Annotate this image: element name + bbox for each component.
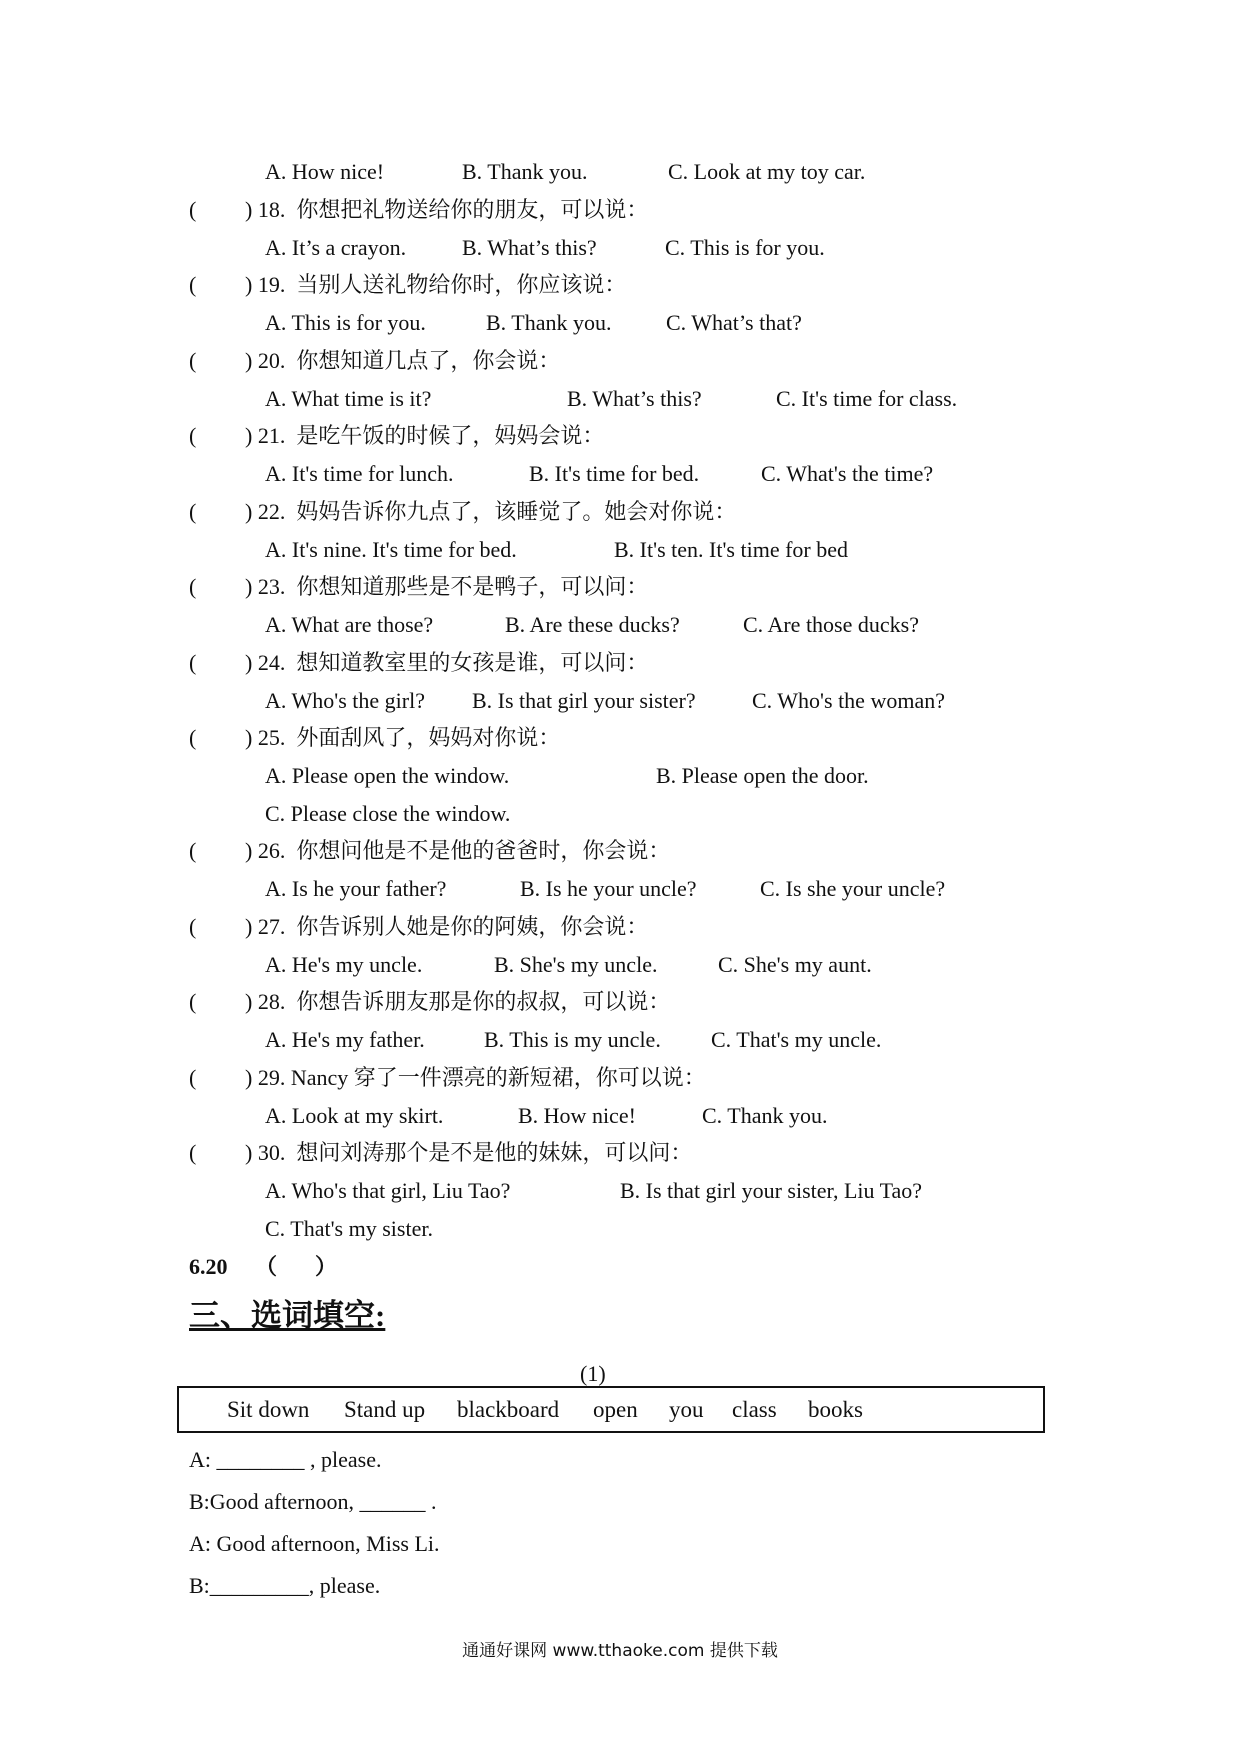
- answer-paren: (: [189, 725, 197, 750]
- section-title: 三、选词填空:: [189, 1298, 386, 1333]
- option-c: C. She's my aunt.: [718, 952, 872, 977]
- option-b: B. How nice!: [518, 1103, 636, 1128]
- option-b: B. This is my uncle.: [484, 1027, 661, 1052]
- question-22: ) 22. 妈妈告诉你九点了，该睡觉了。她会对你说：: [245, 499, 737, 524]
- option-a: A. It's nine. It's time for bed.: [265, 537, 517, 562]
- question-27: ) 27. 你告诉别人她是你的阿姨，你会说：: [245, 914, 649, 939]
- word-bank-item: books: [808, 1397, 863, 1422]
- option-a: A. He's my father.: [265, 1027, 425, 1052]
- option-b: B. It's time for bed.: [529, 461, 700, 486]
- word-bank-item: Stand up: [344, 1397, 426, 1422]
- question-18: ) 18. 你想把礼物送给你的朋友，可以说：: [245, 197, 649, 222]
- word-bank-item: class: [732, 1397, 777, 1422]
- option-a: A. Who's the girl?: [265, 688, 425, 713]
- answer-paren: (: [189, 499, 197, 524]
- question-21: ) 21. 是吃午饭的时候了，妈妈会说：: [245, 423, 605, 448]
- option-c: C. Is she your uncle?: [760, 876, 946, 901]
- dialogue-line: B:_________, please.: [189, 1573, 381, 1598]
- answer-paren: (: [189, 914, 197, 939]
- option-a: A. Please open the window.: [265, 763, 510, 788]
- question-23: ) 23. 你想知道那些是不是鸭子，可以问：: [245, 574, 649, 599]
- question-24: ) 24. 想知道教室里的女孩是谁，可以问：: [245, 650, 649, 675]
- answer-paren: (: [189, 1140, 197, 1165]
- option-a: A. It's time for lunch.: [265, 461, 454, 486]
- option-c: C. Look at my toy car.: [668, 159, 866, 184]
- answer-paren: (: [189, 197, 197, 222]
- word-bank-box: [177, 1386, 1045, 1433]
- option-c: C. It's time for class.: [776, 386, 958, 411]
- option-b: B. Is he your uncle?: [520, 876, 697, 901]
- option-b: B. Is that girl your sister, Liu Tao?: [620, 1178, 923, 1203]
- option-b: B. Is that girl your sister?: [472, 688, 696, 713]
- question-28: ) 28. 你想告诉朋友那是你的叔叔，可以说：: [245, 989, 671, 1014]
- option-b: B. She's my uncle.: [494, 952, 658, 977]
- option-c: C. That's my sister.: [265, 1216, 433, 1241]
- option-a: A. What are those?: [265, 612, 434, 637]
- option-b: B. What’s this?: [462, 235, 597, 260]
- option-b: B. What’s this?: [567, 386, 702, 411]
- dialogue-line: B:Good afternoon, ______ .: [189, 1489, 437, 1514]
- question-30: ) 30. 想问刘涛那个是不是他的妹妹，可以问：: [245, 1140, 693, 1165]
- question-29: ) 29. Nancy 穿了一件漂亮的新短裙，你可以说：: [245, 1065, 706, 1090]
- answer-paren: (: [189, 1065, 197, 1090]
- option-c: C. What's the time?: [761, 461, 934, 486]
- answer-paren: (: [189, 838, 197, 863]
- option-a: A. What time is it?: [265, 386, 432, 411]
- answer-paren: (: [189, 989, 197, 1014]
- option-c: C. Please close the window.: [265, 801, 511, 826]
- option-c: C. This is for you.: [665, 235, 825, 260]
- footer-text: 通通好课网 www.tthaoke.com 提供下载: [462, 1641, 778, 1661]
- box-number: (1): [580, 1361, 606, 1386]
- word-bank-item: you: [669, 1397, 704, 1422]
- answer-paren: (: [189, 574, 197, 599]
- option-a: A. Is he your father?: [265, 876, 447, 901]
- question-20: ) 20. 你想知道几点了，你会说：: [245, 348, 561, 373]
- answer-paren: (: [189, 348, 197, 373]
- date-paren-open: （: [255, 1254, 278, 1279]
- option-a: A. He's my uncle.: [265, 952, 423, 977]
- option-b: B. Please open the door.: [656, 763, 869, 788]
- option-c: C. Who's the woman?: [752, 688, 945, 713]
- dialogue-line: A: Good afternoon, Miss Li.: [189, 1531, 440, 1556]
- date-paren-close: ）: [315, 1254, 338, 1279]
- date-label: 6.20: [189, 1254, 228, 1279]
- question-26: ) 26. 你想问他是不是他的爸爸时，你会说：: [245, 838, 671, 863]
- question-19: ) 19. 当别人送礼物给你时，你应该说：: [245, 272, 627, 297]
- option-b: B. Thank you.: [462, 159, 588, 184]
- option-c: C. That's my uncle.: [711, 1027, 882, 1052]
- answer-paren: (: [189, 272, 197, 297]
- word-bank-item: open: [593, 1397, 638, 1422]
- option-b: B. Are these ducks?: [505, 612, 680, 637]
- option-c: C. Thank you.: [702, 1103, 828, 1128]
- option-a: A. It’s a crayon.: [265, 235, 407, 260]
- option-a: A. Look at my skirt.: [265, 1103, 444, 1128]
- question-25: ) 25. 外面刮风了，妈妈对你说：: [245, 725, 561, 750]
- option-a: A. This is for you.: [265, 310, 426, 335]
- option-b: B. It's ten. It's time for bed: [614, 537, 848, 562]
- option-b: B. Thank you.: [486, 310, 612, 335]
- option-a: A. How nice!: [265, 159, 385, 184]
- answer-paren: (: [189, 423, 197, 448]
- answer-paren: (: [189, 650, 197, 675]
- word-bank-item: Sit down: [227, 1397, 310, 1422]
- dialogue-line: A: ________ , please.: [189, 1447, 382, 1472]
- word-bank-item: blackboard: [457, 1397, 560, 1422]
- option-a: A. Who's that girl, Liu Tao?: [265, 1178, 511, 1203]
- option-c: C. What’s that?: [666, 310, 802, 335]
- option-c: C. Are those ducks?: [743, 612, 919, 637]
